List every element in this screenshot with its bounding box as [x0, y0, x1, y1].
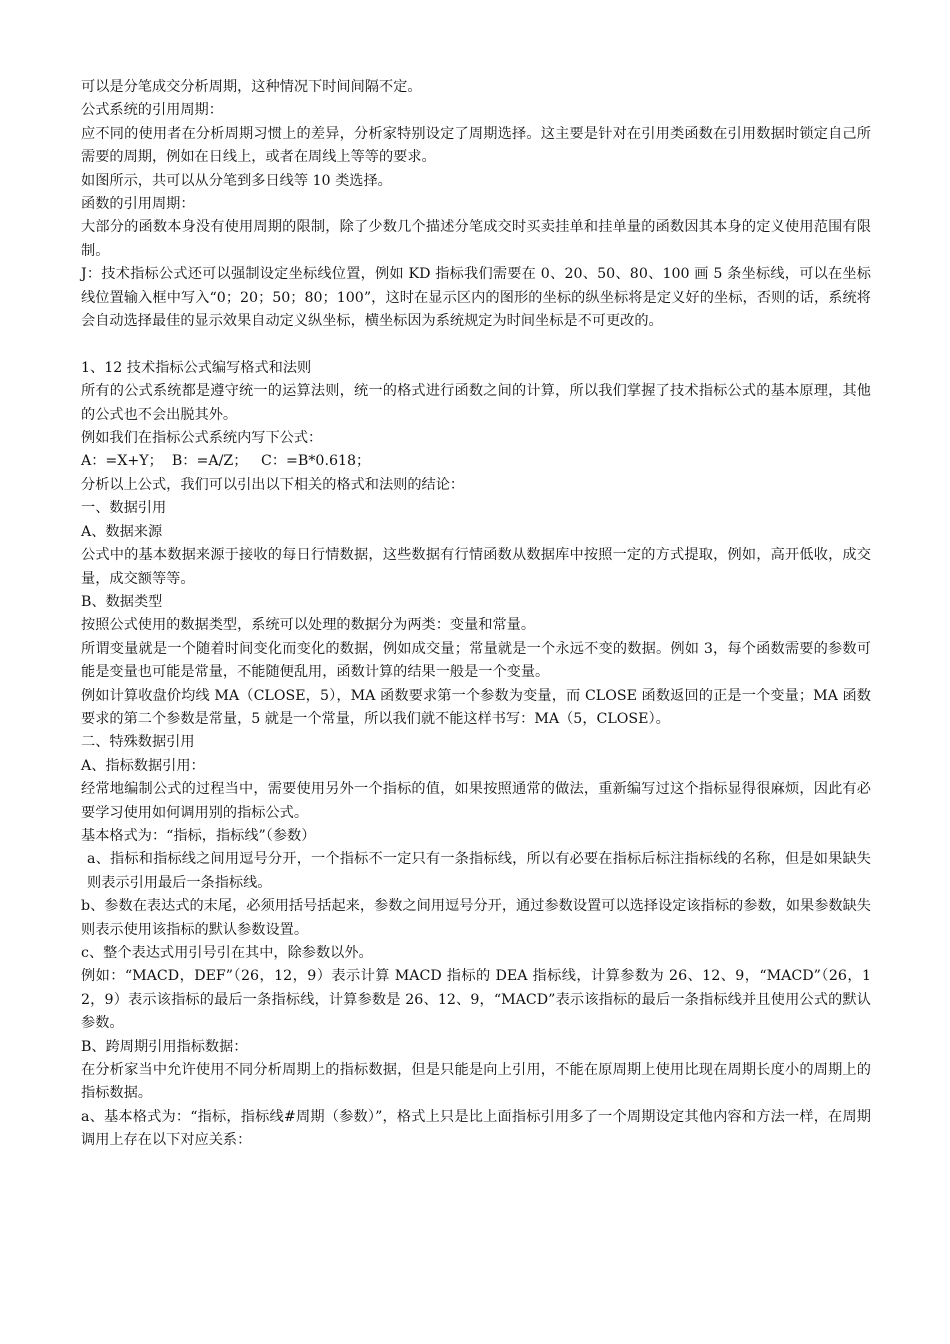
subsection-heading: A、数据来源 [81, 523, 163, 540]
paragraph: 公式中的基本数据来源于接收的每日行情数据，这些数据有行情函数从数据库中按照一定的方式提取，例如，高开低收，成交量，成交额等等。 [81, 547, 871, 587]
list-item: a、指标和指标线之间用逗号分开，一个指标不一定只有一条指标线，所以有必要在指标后标注指标线的名称，但是如果缺失则表示引用最后一条指标线。 [87, 851, 871, 891]
list-item: b、参数在表达式的末尾，必须用括号括起来，参数之间用逗号分开，通过参数设置可以选择设定该指标的参数，如果参数缺失则表示使用该指标的默认参数设置。 [81, 898, 871, 938]
document-page [81, 76, 871, 1153]
paragraph: 所谓变量就是一个随着时间变化而变化的数据，例如成交量；常量就是一个永远不变的数据。例如 3，每个函数需要的参数可能是变量也可能是常量，不能随便乱用，函数计算的结果一般是一个变量。 [81, 640, 871, 681]
blank-line [81, 333, 871, 356]
paragraph: 例如计算收盘价均线 MA（CLOSE，5），MA 函数要求第一个参数为变量，而 CLOSE 函数返回的正是一个变量；MA 函数要求的第二个参数是常量，5 就是一个常量，所以我们就不能这样书写：MA（5，CLOSE）。 [81, 687, 871, 727]
section-heading: 函数的引用周期： [81, 196, 195, 213]
section-heading: 公式系统的引用周期： [81, 102, 223, 119]
paragraph: J：技术指标公式还可以强制设定坐标线位置，例如 KD 指标我们需要在 0、20、50、80、100 画 5 条坐标线，可以在坐标线位置输入框中写入“0；20；50；80；100”，这时在显示区内的图形的坐标的纵坐标将是定义好的坐标，否则的话，系统将会自动选择最佳的显示效果自动定义纵坐标，横坐标因为系统规定为时间坐标是不可更改的。 [81, 266, 871, 330]
subsection-heading: B、数据类型 [81, 593, 163, 610]
paragraph: 经常地编制公式的过程当中，需要使用另外一个指标的值，如果按照通常的做法，重新编写过这个指标显得很麻烦，因此有必要学习使用如何调用别的指标公式。 [81, 781, 871, 821]
paragraph: 可以是分笔成交分析周期，这种情况下时间间隔不定。 [81, 79, 422, 95]
paragraph: 分析以上公式，我们可以引出以下相关的格式和法则的结论： [81, 476, 465, 493]
section-heading: 一、数据引用 [81, 500, 167, 517]
subsection-heading: B、跨周期引用指标数据： [81, 1038, 248, 1055]
paragraph: 例如我们在指标公式系统内写下公式： [81, 430, 323, 447]
paragraph: 如图所示，共可以从分笔到多日线等 10 类选择。 [81, 172, 392, 189]
subsection-heading: A、指标数据引用： [81, 757, 205, 774]
list-item: a、基本格式为：“指标，指标线#周期（参数）”，格式上只是比上面指标引用多了一个周期设定其他内容和方法一样，在周期调用上存在以下对应关系： [81, 1108, 871, 1149]
paragraph: 基本格式为：“指标，指标线”（参数） [81, 827, 316, 844]
paragraph: 所有的公式系统都是遵守统一的运算法则，统一的格式进行函数之间的计算，所以我们掌握了技术指标公式的基本原理，其他的公式也不会出脱其外。 [81, 383, 871, 423]
paragraph: 应不同的使用者在分析周期习惯上的差异，分析家特别设定了周期选择。这主要是针对在引用类函数在引用数据时锁定自己所需要的周期，例如在日线上，或者在周线上等等的要求。 [81, 125, 871, 166]
paragraph: 大部分的函数本身没有使用周期的限制，除了少数几个描述分笔成交时买卖挂单和挂单量的函数因其本身的定义使用范围有限制。 [81, 219, 871, 259]
paragraph: 按照公式使用的数据类型，系统可以处理的数据分为两类：变量和常量。 [81, 617, 536, 634]
paragraph: 例如：“MACD，DEF”（26，12，9）表示计算 MACD 指标的 DEA 指标线，计算参数为 26、12、9，“MACD”（26，12，9）表示该指标的最后一条指标线，计算参数是 26、12、9，“MACD”表示该指标的最后一条指标线并且使用公式的默认参数。 [81, 968, 871, 1032]
paragraph: 在分析家当中允许使用不同分析周期上的指标数据，但是只能是向上引用，不能在原周期上使用比现在周期长度小的周期上的指标数据。 [81, 1062, 871, 1102]
chapter-heading: 1、12 技术指标公式编写格式和法则 [81, 359, 312, 376]
section-heading: 二、特殊数据引用 [81, 734, 195, 751]
formula-example: A：=X+Y； B：=A/Z； C：=B*0.618； [81, 453, 371, 470]
list-item: c、整个表达式用引号引在其中，除参数以外。 [81, 945, 373, 962]
